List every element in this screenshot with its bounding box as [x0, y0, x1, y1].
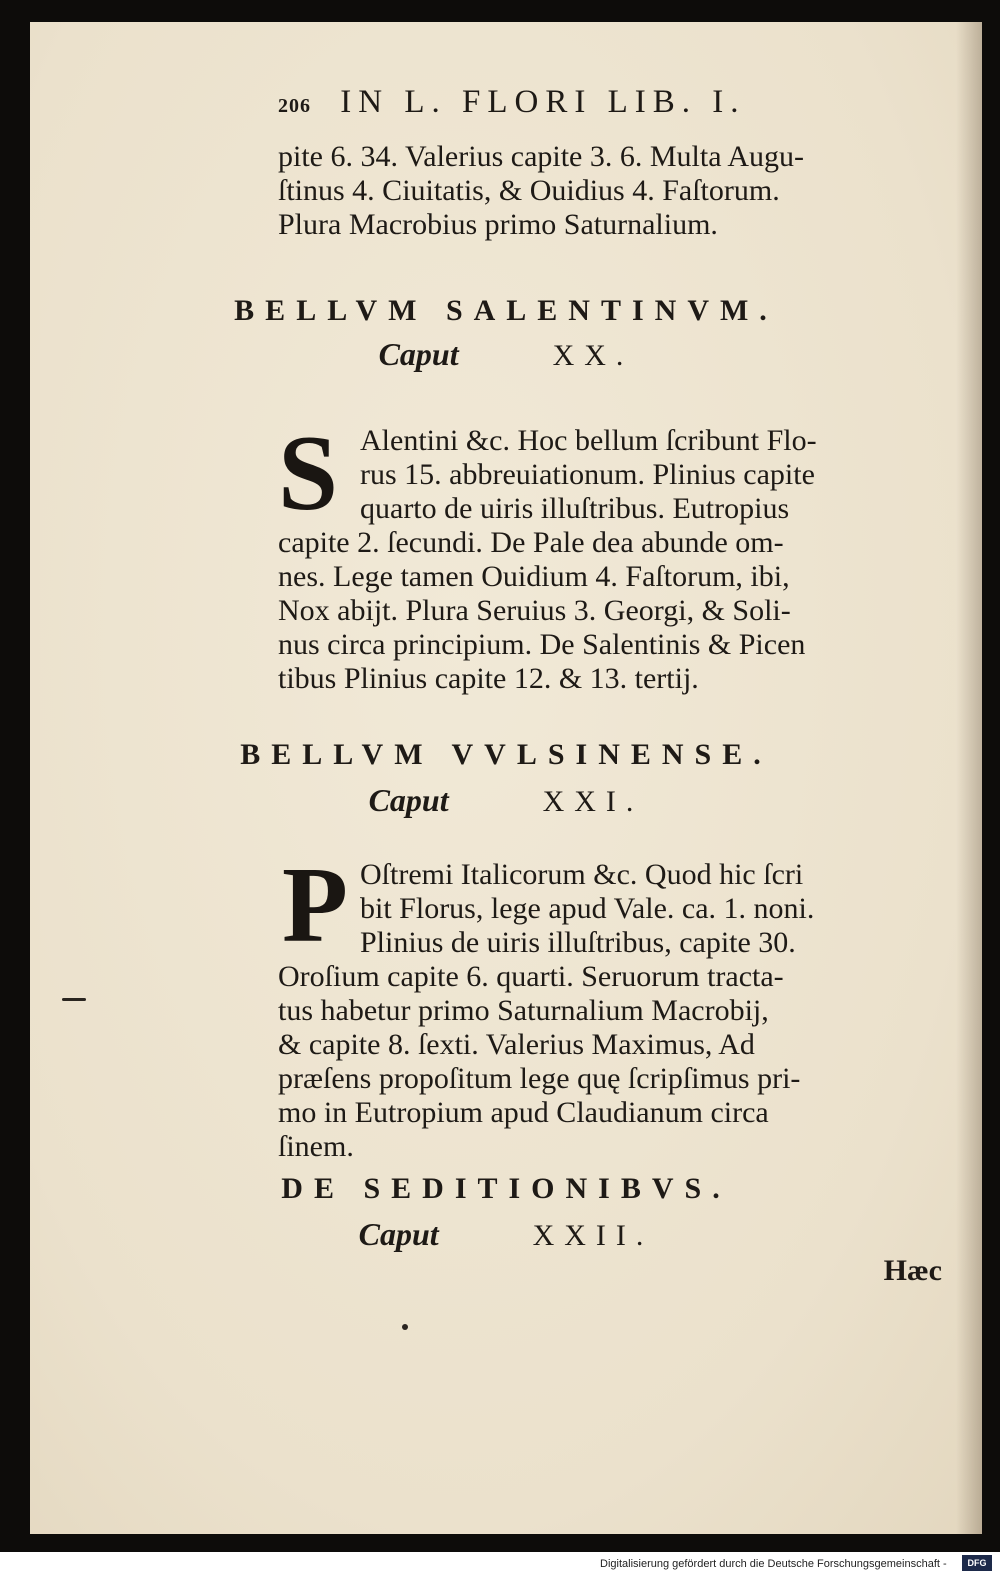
dfg-logo: DFG [962, 1555, 992, 1571]
intro-line: Plura Macrobius primo Saturnalium. [278, 208, 718, 241]
text-line: nus circa principium. De Salentinis & Picen [278, 628, 806, 661]
caput-line [30, 336, 982, 373]
intro-line: ſtinus 4. Ciuitatis, & Ouidius 4. Faſtorum. [278, 174, 780, 207]
text-line: quarto de uiris illuſtribus. Eutropius [360, 492, 790, 525]
caput-number: XXI. [542, 785, 644, 818]
caput-word: Caput [358, 1216, 439, 1252]
page-edge-shadow [956, 22, 982, 1534]
running-header [278, 84, 918, 121]
text-line: capite 2. ſecundi. De Pale dea abunde om- [278, 526, 784, 559]
text-line: Alentini &c. Hoc bellum ſcribunt Flo- [360, 424, 817, 457]
margin-mark [62, 998, 86, 1001]
text-line: nes. Lege tamen Ouidium 4. Faſtorum, ibi, [278, 560, 790, 593]
page-number: 206 [278, 95, 311, 117]
text-line: bit Florus, lege apud Vale. ca. 1. noni. [360, 892, 815, 925]
section-heading: DE SEDITIONIBVS. [281, 1172, 731, 1205]
text-line: tus habetur primo Saturnalium Macrobij, [278, 994, 769, 1027]
section-heading: BELLVM SALENTINVM. [234, 294, 778, 327]
intro-line: pite 6. 34. Valerius capite 3. 6. Multa Augu- [278, 140, 805, 173]
text-line: præſens propoſitum lege quę ſcripſimus pri- [278, 1062, 801, 1095]
text-line: ſinem. [278, 1130, 354, 1163]
text-line: Oſtremi Italicorum &c. Quod hic ſcri [360, 858, 804, 891]
caput-word: Caput [378, 336, 459, 372]
caput-line [30, 782, 982, 819]
text-line: Oroſium capite 6. quarti. Seruorum tracta- [278, 960, 784, 993]
book-page [30, 22, 982, 1534]
text-line: Plinius de uiris illuſtribus, capite 30. [360, 926, 796, 959]
text-line: Nox abijt. Plura Seruius 3. Georgi, & Soli- [278, 594, 791, 627]
section-heading: BELLVM VVLSINENSE. [240, 738, 772, 771]
text-line: tibus Plinius capite 12. & 13. tertij. [278, 662, 699, 695]
text-line: mo in Eutropium apud Claudianum circa [278, 1096, 769, 1129]
caput-line [30, 1216, 982, 1253]
text-line: rus 15. abbreuiationum. Plinius capite [360, 458, 815, 491]
ink-speck [402, 1324, 408, 1330]
catchword: Hæc [883, 1254, 942, 1287]
caput-number: XXII. [532, 1219, 654, 1252]
drop-capital: P [282, 846, 348, 965]
caput-number: XX. [552, 339, 634, 372]
caput-word: Caput [368, 782, 449, 818]
text-line: & capite 8. ſexti. Valerius Maximus, Ad [278, 1028, 755, 1061]
drop-capital: S [278, 414, 339, 533]
running-title: IN L. FLORI LIB. I. [340, 84, 746, 120]
digitization-credit: Digitalisierung gefördert durch die Deutsche Forschungsgemeinschaft - [600, 1558, 947, 1570]
